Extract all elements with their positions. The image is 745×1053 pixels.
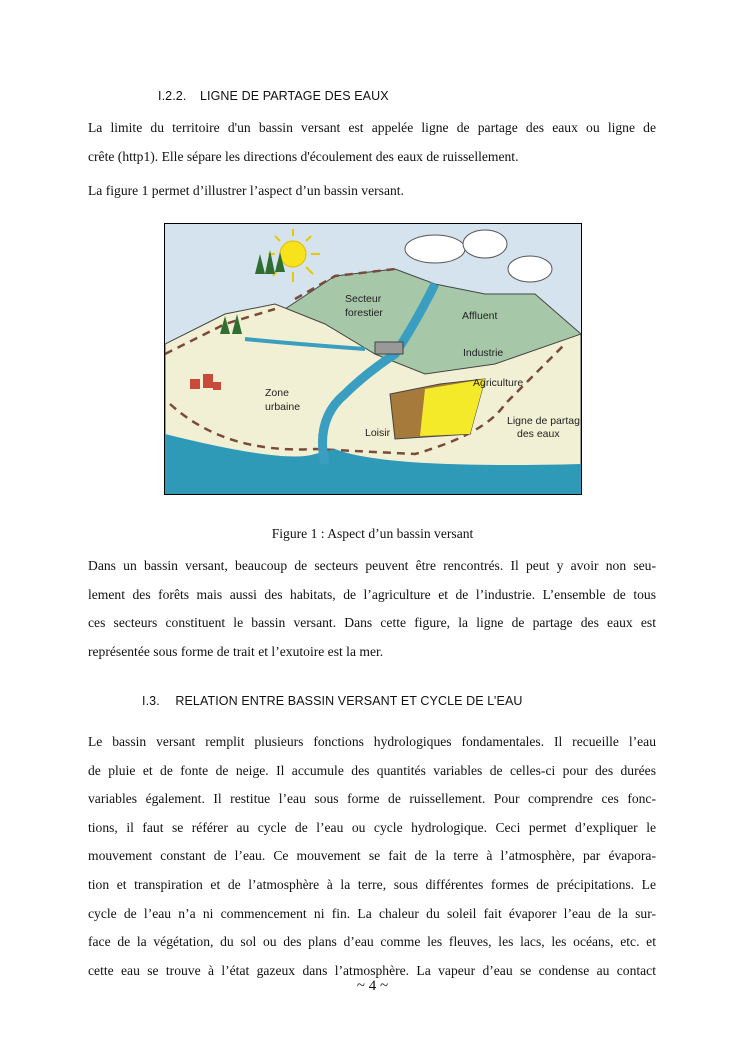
section-title: RELATION ENTRE BASSIN VERSANT ET CYCLE DE L’EAU [175, 694, 523, 708]
text-line: Le bassin versant remplit plusieurs fonctions hydrologiques fondamentales. Il recueille l’eau [88, 734, 656, 749]
label-tributary: Affluent [462, 310, 498, 322]
text-line: La limite du territoire d'un bassin versant est appelée ligne de partage des eaux ou ligne de [88, 120, 656, 135]
paragraph-divide-definition [88, 118, 656, 175]
text-line: lement des forêts mais aussi des habitats, de l’agriculture et de l’industrie. L’ensemble de tous [88, 586, 656, 602]
text-line: de pluie et de fonte de neige. Il accumule des quantités variables de celles-ci pour des durées [88, 762, 656, 778]
section-heading-1-2-2 [158, 89, 389, 103]
label-agriculture: Agriculture [473, 377, 524, 389]
paragraph-sectors [88, 556, 656, 670]
text-line: cette eau se trouve à l’état gazeux dans l’atmosphère. La vapeur d’eau se condense au contact [88, 962, 656, 978]
text-line: La figure 1 permet d’illustrer l’aspect d’un bassin versant. [88, 183, 404, 198]
text-line: tions, il faut se référer au cycle de l’eau ou cycle hydrologique. Ceci permet d’expliquer le [88, 819, 656, 835]
label-urban-2: urbaine [265, 401, 301, 413]
text-line: représentée sous forme de trait et l’exutoire est la mer. [88, 643, 384, 659]
figure-caption: Figure 1 : Aspect d’un bassin versant [271, 526, 474, 541]
label-forest-1: Secteur [345, 293, 382, 305]
text-line: face de la végétation, du sol ou des plans d’eau comme les fleuves, les lacs, les océans, etc. et [88, 934, 656, 950]
text-line: ces secteurs constituent le bassin versant. Dans cette figure, la ligne de partage des eaux est [88, 615, 656, 631]
label-industry: Industrie [463, 347, 504, 359]
page-number: ~ 4 ~ [356, 978, 389, 994]
text-line: variables également. Il restitue l’eau sous forme de ruissellement. Pour comprendre ces fonc- [88, 791, 656, 807]
paragraph-figure-intro [88, 181, 656, 210]
label-urban-1: Zone [265, 387, 289, 399]
text-line: tion et transpiration et de l’atmosphère à la terre, sous différentes formes de précipitations. Le [88, 876, 656, 892]
paragraph-water-cycle [88, 732, 656, 989]
text-line: crête (http1). Elle sépare les directions d'écoulement des eaux de ruissellement. [88, 148, 519, 164]
text-line: Dans un bassin versant, beaucoup de secteurs peuvent être rencontrés. Il peut y avoir non seu- [88, 558, 656, 573]
section-heading-1-3 [142, 694, 523, 708]
section-title: LIGNE DE PARTAGE DES EAUX [199, 89, 389, 103]
section-number: I.3. [142, 694, 160, 708]
text-line: cycle de l’eau n’a ni commencement ni fin. La chaleur du soleil fait évaporer l’eau de la sur- [88, 905, 656, 921]
label-divide-2: des eaux [517, 428, 560, 440]
label-leisure: Loisir [365, 427, 391, 439]
section-number: I.2.2. [158, 89, 187, 103]
label-forest-2: forestier [345, 307, 383, 319]
text-line: mouvement constant de l’eau. Ce mouvement se fait de la terre à l’atmosphère, par évapora- [88, 848, 656, 864]
watershed-illustration [164, 223, 582, 495]
label-divide-1: Ligne de partag [507, 415, 580, 427]
